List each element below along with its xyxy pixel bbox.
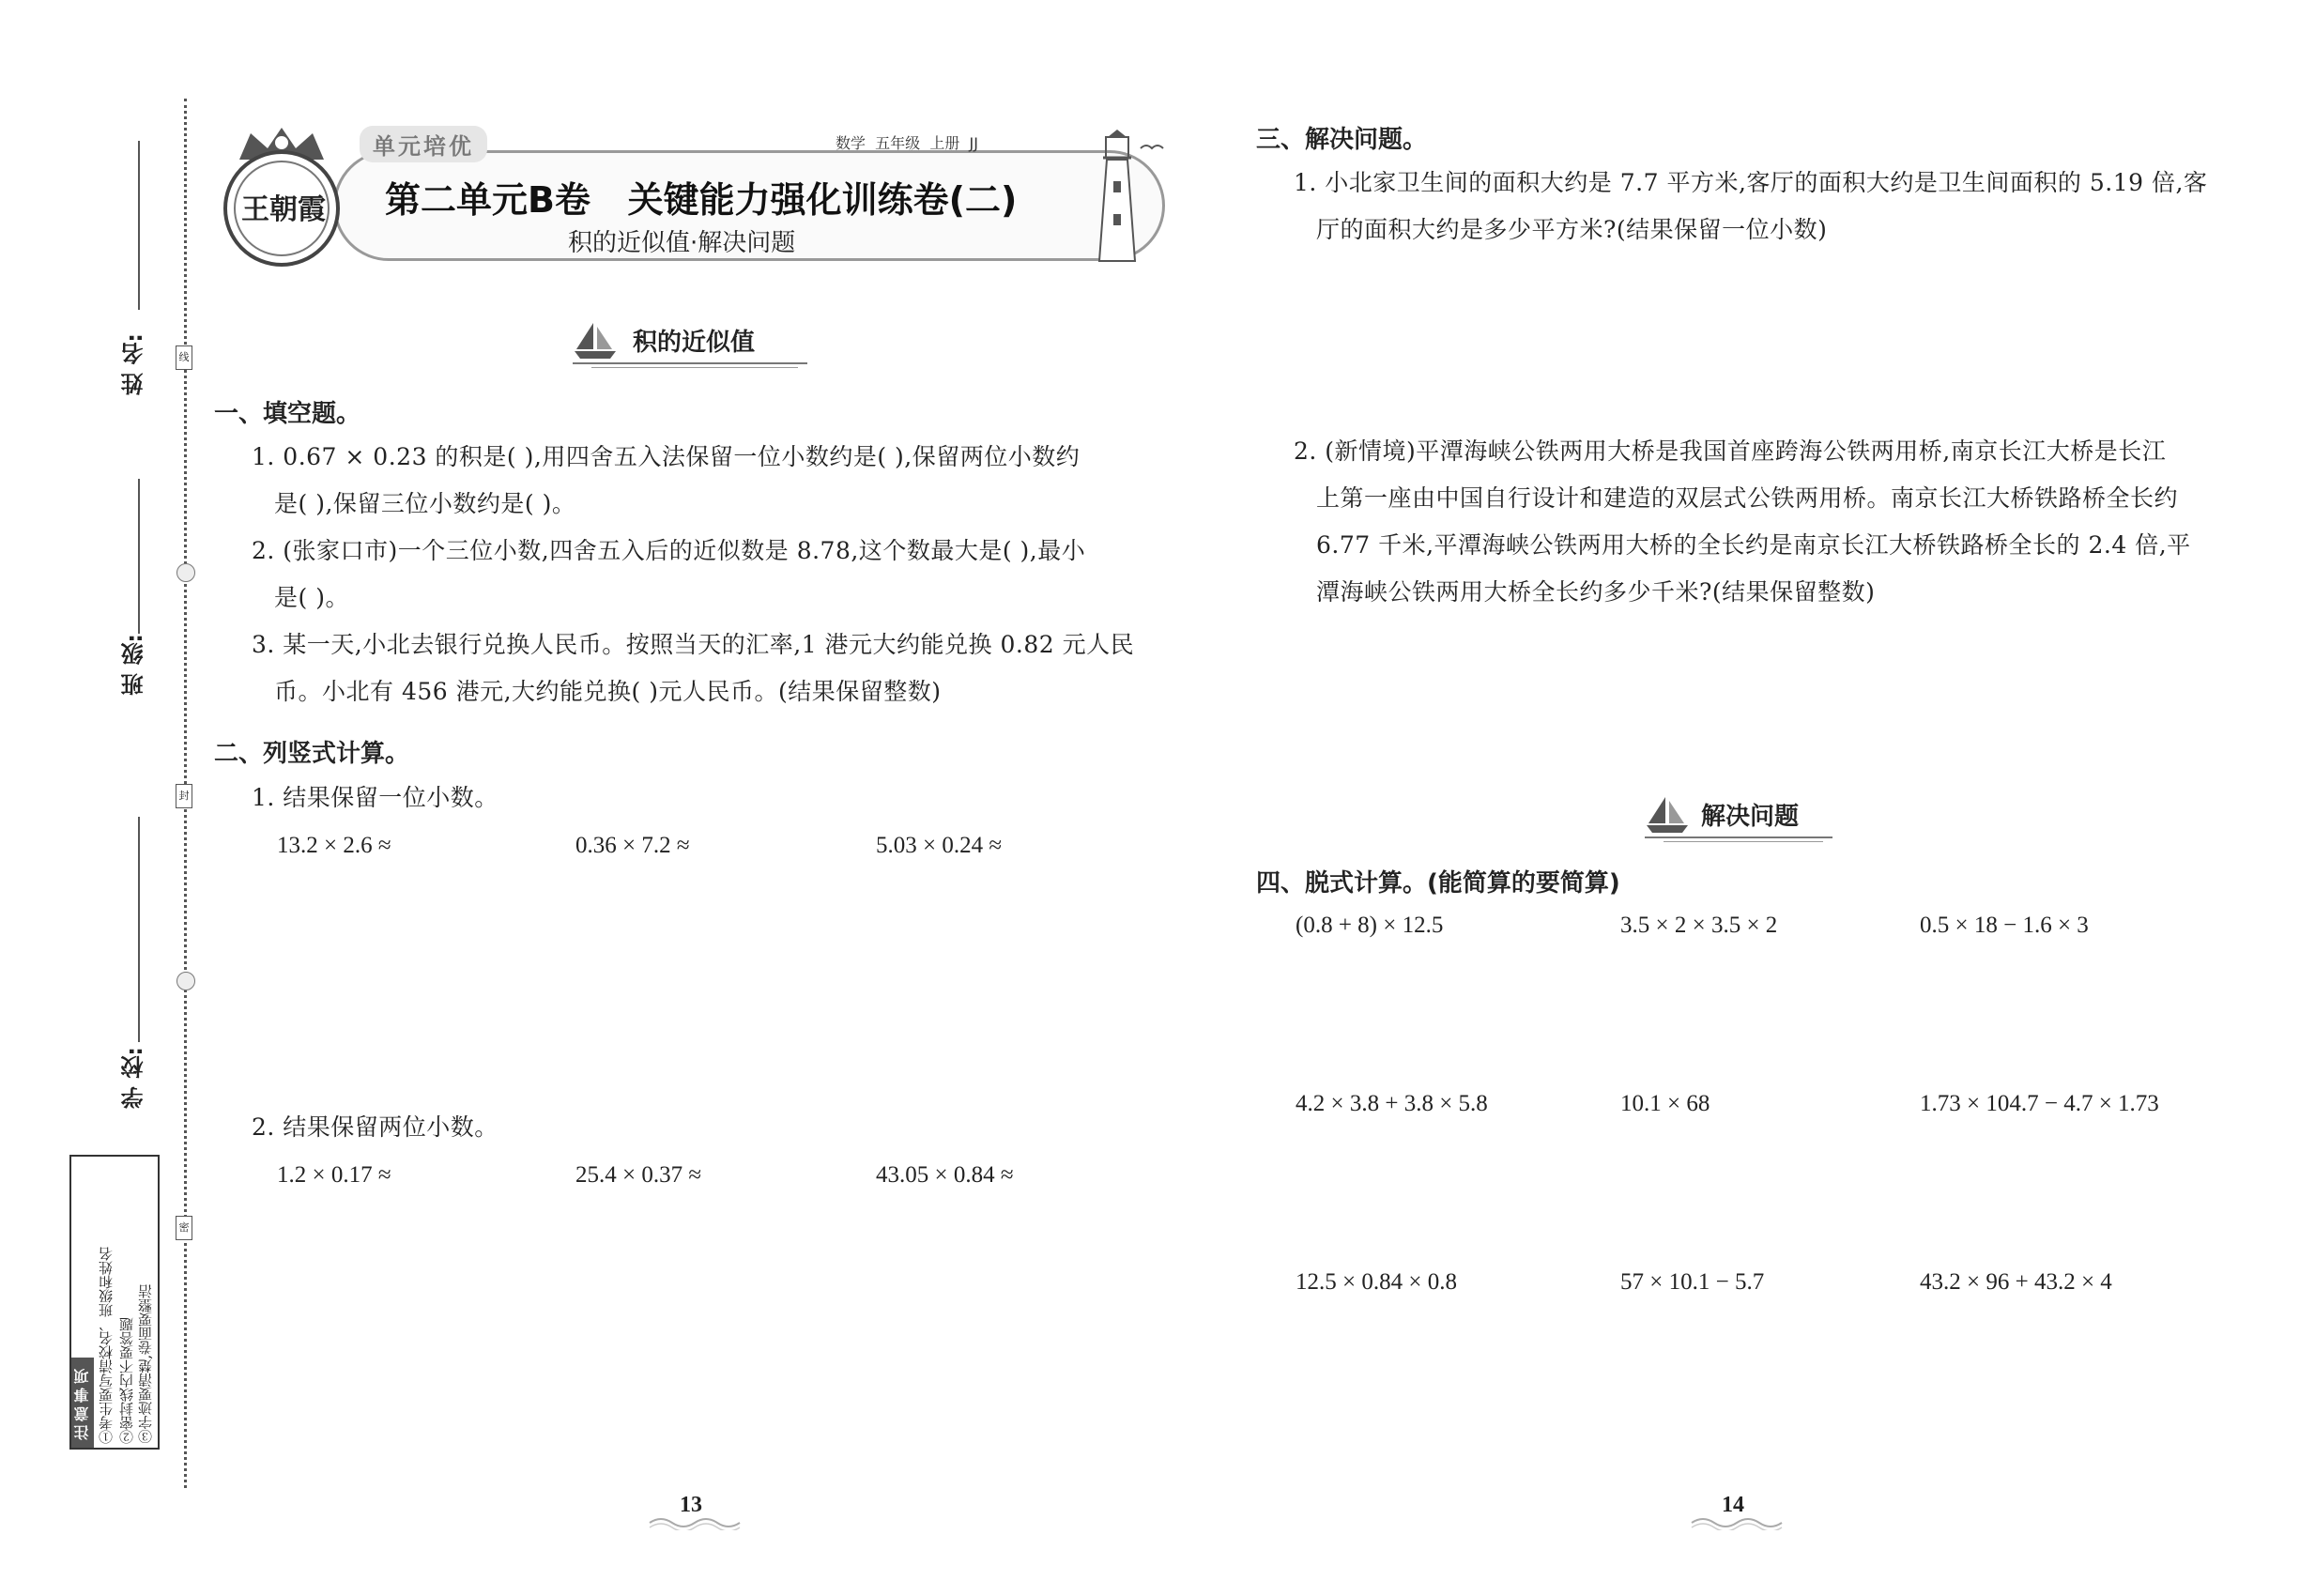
- badge-underline: [1664, 841, 1823, 842]
- page-number-text: 14: [1722, 1493, 1744, 1517]
- binding-hole-icon: [176, 563, 195, 582]
- wave-ornament-icon: [1690, 1515, 1784, 1530]
- part2-title: 二、列竖式计算。: [214, 740, 410, 768]
- question-1-line: 1. 0.67 × 0.23 的积是( ),用四舍五入法保留一位小数约是( ),保留两位小数约: [252, 443, 1081, 470]
- lighthouse-icon: [1075, 130, 1178, 270]
- problem-2-line: 上第一座由中国自行设计和建造的双层式公铁两用桥。南京长江大桥铁路桥全长约: [1316, 484, 2179, 512]
- subquestion-2: 2. 结果保留两位小数。: [252, 1113, 498, 1141]
- school-underline: [138, 817, 140, 1042]
- problem-1-line: 1. 小北家卫生间的面积大约是 7.7 平方米,客厅的面积大约是卫生间面积的 5.19 倍,客: [1294, 169, 2208, 196]
- cut-mark-feng: 封: [176, 784, 192, 808]
- notice-item: ①考生要写清校名、班级和姓名: [98, 1247, 115, 1444]
- cut-mark-mi: 密: [176, 1216, 192, 1240]
- vertical-calc-item: 25.4 × 0.37 ≈: [575, 1162, 702, 1188]
- section-badge: [573, 319, 817, 366]
- class-underline: [138, 479, 140, 634]
- school-label: 学 校:: [121, 1047, 147, 1109]
- problem-2-line: 6.77 千米,平潭海峡公铁两用大桥的全长约是南京长江大桥铁路桥全长的 2.4 倍,平: [1316, 531, 2191, 559]
- vertical-calc-item: 43.05 × 0.84 ≈: [876, 1162, 1014, 1188]
- notice-item: ③字迹要清楚,卷面要整洁: [137, 1284, 154, 1444]
- sailboat-icon: [573, 319, 620, 361]
- notice-title: 注意事项: [71, 1358, 94, 1448]
- banner-tag: 单元培优: [360, 126, 487, 162]
- section-badge-label: 解决问题: [1701, 803, 1800, 831]
- header-banner: [202, 122, 1188, 272]
- problem-1-line: 厅的面积大约是多少平方米?(结果保留一位小数): [1316, 216, 1828, 243]
- name-label: 姓 名:: [121, 333, 147, 395]
- class-label: 班 级:: [121, 634, 147, 696]
- page-title: 第二单元B卷 关键能力强化训练卷(二): [385, 179, 1018, 221]
- badge-underline: [1645, 836, 1832, 838]
- calc-item: 0.5 × 18 − 1.6 × 3: [1920, 913, 2089, 938]
- question-2-line: 是( )。: [274, 584, 349, 611]
- problem-2-line: 2. (新情境)平潭海峡公铁两用大桥是我国首座跨海公铁两用桥,南京长江大桥是长江: [1294, 437, 2167, 465]
- banner-meta: 数学 五年级 上册 JJ: [836, 134, 978, 152]
- sailboat-icon: [1645, 793, 1692, 835]
- notice-item: ②密封线内不要答题: [118, 1317, 135, 1444]
- problem-2-line: 潭海峡公铁两用大桥全长约多少千米?(结果保留整数): [1316, 578, 1876, 606]
- question-3-line: 币。小北有 456 港元,大约能兑换( )元人民币。(结果保留整数): [274, 678, 942, 705]
- badge-underline: [573, 362, 807, 364]
- name-underline: [138, 141, 140, 310]
- part3-title: 三、解决问题。: [1256, 126, 1428, 154]
- logo-text: 王朝霞: [241, 193, 326, 226]
- vertical-calc-item: 13.2 × 2.6 ≈: [277, 833, 391, 858]
- calc-item: 57 × 10.1 − 5.7: [1620, 1269, 1765, 1295]
- page-subtitle: 积的近似值·解决问题: [568, 229, 796, 257]
- calc-item: 1.73 × 104.7 − 4.7 × 1.73: [1920, 1091, 2159, 1116]
- badge-underline: [591, 367, 798, 368]
- calc-item: 3.5 × 2 × 3.5 × 2: [1620, 913, 1778, 938]
- page-number-left: [648, 1493, 742, 1530]
- question-2-line: 2. (张家口市)一个三位小数,四舍五入后的近似数是 8.78,这个数最大是( ),最小: [252, 537, 1086, 564]
- section-badge-label: 积的近似值: [633, 329, 756, 357]
- question-3-line: 3. 某一天,小北去银行兑换人民币。按照当天的汇率,1 港元大约能兑换 0.82 元人民: [252, 631, 1135, 658]
- calc-item: 43.2 × 96 + 43.2 × 4: [1920, 1269, 2112, 1295]
- page-number-right: [1690, 1493, 1784, 1530]
- calc-item: 10.1 × 68: [1620, 1091, 1710, 1116]
- calc-item: (0.8 + 8) × 12.5: [1296, 913, 1444, 938]
- vertical-calc-item: 5.03 × 0.24 ≈: [876, 833, 1003, 858]
- calc-item: 12.5 × 0.84 × 0.8: [1296, 1269, 1457, 1295]
- wave-ornament-icon: [648, 1515, 742, 1530]
- subquestion-1: 1. 结果保留一位小数。: [252, 784, 498, 811]
- vertical-calc-item: 1.2 × 0.17 ≈: [277, 1162, 391, 1188]
- cut-mark-xian: 线: [176, 345, 192, 370]
- calc-item: 4.2 × 3.8 + 3.8 × 5.8: [1296, 1091, 1488, 1116]
- question-1-line: 是( ),保留三位小数约是( )。: [274, 490, 576, 517]
- part1-title: 一、填空题。: [214, 400, 361, 428]
- page-number-text: 13: [680, 1493, 702, 1517]
- section-badge: [1645, 793, 1889, 840]
- notice-box: [69, 1155, 160, 1450]
- binding-hole-icon: [176, 972, 195, 990]
- vertical-calc-item: 0.36 × 7.2 ≈: [575, 833, 690, 858]
- part4-title: 四、脱式计算。(能简算的要简算): [1256, 869, 1620, 898]
